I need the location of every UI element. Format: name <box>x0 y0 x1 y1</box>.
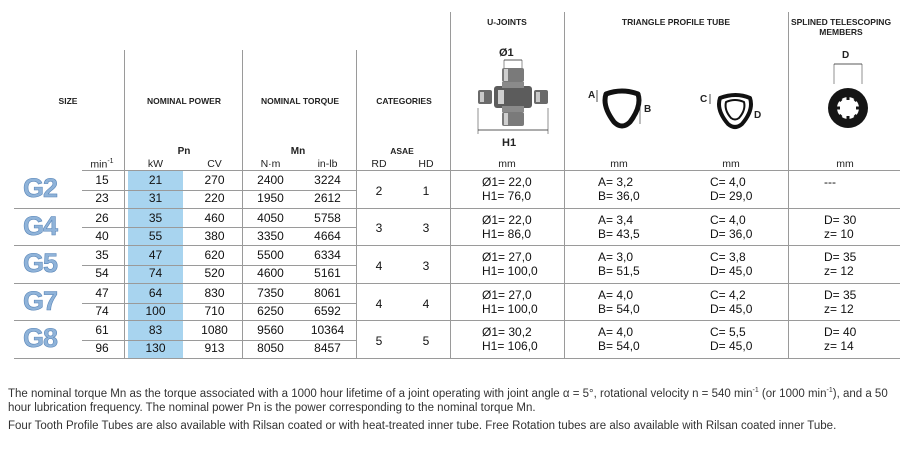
cell-rd: 3 <box>375 221 383 236</box>
unit-kw: kW <box>147 158 164 170</box>
cell-t2: B= 54,0 <box>598 339 640 354</box>
cell-kw: 74 <box>148 266 163 281</box>
cell-s1: D= 30 <box>824 212 857 227</box>
cell-t2: B= 54,0 <box>598 301 640 316</box>
ujoints-header: U-JOINTS <box>487 17 527 27</box>
cell-inlb: 5758 <box>314 210 341 225</box>
cell-cv: 520 <box>204 266 225 281</box>
divider-torque <box>356 50 357 358</box>
cell-rd: 4 <box>375 296 383 311</box>
cell-cv: 460 <box>204 210 225 225</box>
triangle-header: TRIANGLE PROFILE TUBE <box>621 17 731 27</box>
cell-t2: B= 51,5 <box>598 264 640 279</box>
unit-mm-triangle-a: mm <box>610 158 628 170</box>
unit-nm: N·m <box>260 158 281 170</box>
cell-t2: B= 43,5 <box>598 226 640 241</box>
cell-cv: 710 <box>204 303 225 318</box>
cell-min: 40 <box>95 228 109 243</box>
cell-uj1: Ø1= 30,2 <box>482 325 532 340</box>
cell-t3: C= 4,0 <box>710 212 746 227</box>
cell-nm: 4050 <box>257 210 284 225</box>
cell-uj1: Ø1= 22,0 <box>482 175 532 189</box>
d2-label: D <box>842 50 850 61</box>
size-label: G7 <box>22 285 58 316</box>
cell-t4: D= 36,0 <box>710 226 753 241</box>
triangle-profile-c-diagram <box>698 88 774 136</box>
cell-t4: D= 29,0 <box>710 189 753 203</box>
cell-t2: B= 36,0 <box>598 189 640 203</box>
cell-min: 15 <box>95 173 109 187</box>
cell-uj2: H1= 100,0 <box>482 301 538 316</box>
cell-kw: 130 <box>145 341 166 356</box>
cell-kw: 47 <box>148 248 163 263</box>
cell-cv: 913 <box>204 341 225 356</box>
size-label: G5 <box>22 248 58 279</box>
ujoint-diagram <box>472 42 552 150</box>
cell-t3: C= 4,2 <box>710 287 746 302</box>
cell-nm: 6250 <box>257 303 284 318</box>
note-torque-c: ), and a 50 hour lubrication frequency. The nominal power Pn is the power corresponding to the nominal torque Mn. <box>8 387 888 414</box>
divider-categories <box>450 12 451 358</box>
cell-inlb: 8457 <box>314 341 341 356</box>
h1-label: H1 <box>502 137 517 149</box>
cell-nm: 3350 <box>257 228 284 243</box>
divider-ujoints <box>564 12 565 358</box>
note-tubes: Four Tooth Profile Tubes are also available with Rilsan coated or with heat-treated inner tube. Free Rotation tubes are also available with Rilsan coated inner Tube. <box>8 420 837 432</box>
cell-s2: z= 14 <box>824 339 854 354</box>
cell-min: 54 <box>95 266 109 281</box>
unit-mm-splined: mm <box>836 158 854 170</box>
cell-t3: C= 4,0 <box>710 175 746 189</box>
note-torque-b: (or 1000 min <box>758 387 827 400</box>
note-torque-sup1: -1 <box>752 387 759 394</box>
note-torque <box>8 384 913 415</box>
cell-hd: 3 <box>422 221 430 236</box>
size-label: G2 <box>22 173 58 203</box>
nominal-torque-header: NOMINAL TORQUE <box>260 96 340 106</box>
cell-uj2: H1= 76,0 <box>482 189 532 203</box>
cell-uj1: Ø1= 27,0 <box>482 287 532 302</box>
cell-min: 96 <box>95 341 109 356</box>
cell-cv: 220 <box>204 191 225 205</box>
divider-size <box>124 50 125 358</box>
c-label: C <box>700 94 708 105</box>
note-torque-sup2: -1 <box>826 387 833 394</box>
cell-rd: 5 <box>375 334 383 349</box>
unit-rd: RD <box>371 158 387 170</box>
cell-min: 26 <box>95 210 109 225</box>
cell-min: 47 <box>95 285 109 300</box>
cell-nm: 1950 <box>257 191 284 205</box>
cell-inlb: 3224 <box>314 173 341 187</box>
cell-inlb: 2612 <box>314 191 341 205</box>
a-label: A <box>588 90 596 101</box>
cell-inlb: 4664 <box>314 228 341 243</box>
cell-s1: --- <box>824 175 836 189</box>
nominal-power-header: NOMINAL POWER <box>147 96 221 106</box>
cell-t4: D= 45,0 <box>710 339 753 354</box>
cell-uj2: H1= 106,0 <box>482 339 538 354</box>
cell-s2: z= 10 <box>824 226 854 241</box>
cell-rd: 4 <box>375 259 383 273</box>
unit-min <box>82 158 122 171</box>
divider-triangle <box>788 12 789 358</box>
cell-cv: 270 <box>204 173 225 187</box>
cell-s2: z= 12 <box>824 301 854 316</box>
b-label: B <box>644 104 652 115</box>
cell-t4: D= 45,0 <box>710 301 753 316</box>
cell-nm: 4600 <box>257 266 284 281</box>
group-divider <box>14 358 900 359</box>
size-label: G4 <box>22 210 58 241</box>
cell-nm: 2400 <box>257 173 284 187</box>
splined-header: SPLINED TELESCOPING MEMBERS <box>790 17 892 37</box>
cell-t1: A= 4,0 <box>598 287 634 302</box>
unit-hd: HD <box>418 158 434 170</box>
cell-t4: D= 45,0 <box>710 264 753 279</box>
cell-t1: A= 3,0 <box>598 250 634 265</box>
size-label: G8 <box>22 323 58 354</box>
cell-nm: 5500 <box>257 248 284 263</box>
splined-member-diagram <box>820 48 876 132</box>
pn-label: Pn <box>177 146 191 157</box>
header-bottom-rule <box>82 170 900 171</box>
divider-power <box>242 50 243 358</box>
cell-s1: D= 35 <box>824 250 857 265</box>
cell-kw: 21 <box>148 173 163 187</box>
cell-inlb: 6334 <box>314 248 341 263</box>
cell-kw: 55 <box>148 228 163 243</box>
asae-label: ASAE <box>390 146 414 156</box>
cell-cv: 830 <box>204 285 225 300</box>
unit-cv: CV <box>207 158 222 170</box>
cell-uj2: H1= 100,0 <box>482 264 538 279</box>
cell-min: 74 <box>95 303 109 318</box>
cell-nm: 7350 <box>257 285 284 300</box>
cell-t1: A= 3,4 <box>598 212 634 227</box>
cell-uj2: H1= 86,0 <box>482 226 532 241</box>
categories-header: CATEGORIES <box>376 96 432 106</box>
unit-min-text: min <box>90 158 108 171</box>
note-torque-a: The nominal torque Mn as the torque associated with a 1000 hour lifetime of a joint operating with joint angle α = 5°, rotational velocity n = 540 min <box>8 387 753 400</box>
size-header: SIZE <box>58 96 78 106</box>
cell-inlb: 8061 <box>314 285 341 300</box>
cell-cv: 1080 <box>201 323 228 338</box>
cell-s1: D= 35 <box>824 287 857 302</box>
unit-mm-triangle-c: mm <box>722 158 740 170</box>
cell-t3: C= 3,8 <box>710 250 746 265</box>
cell-rd: 2 <box>375 183 383 198</box>
cell-hd: 1 <box>422 183 430 198</box>
unit-inlb: in-lb <box>317 158 338 170</box>
cell-min: 35 <box>95 248 109 263</box>
cell-t3: C= 5,5 <box>710 325 746 340</box>
cell-s1: D= 40 <box>824 325 857 340</box>
d-label: D <box>754 110 762 121</box>
cell-kw: 83 <box>148 323 163 338</box>
cell-inlb: 6592 <box>314 303 341 318</box>
cell-cv: 380 <box>204 228 225 243</box>
unit-mm-ujoint: mm <box>498 158 516 170</box>
cell-hd: 4 <box>422 296 430 311</box>
unit-min-sup: -1 <box>107 158 114 165</box>
cell-s2: z= 12 <box>824 264 854 279</box>
cell-kw: 100 <box>145 303 166 318</box>
triangle-profile-a-diagram <box>584 82 664 134</box>
cell-nm: 9560 <box>257 323 284 338</box>
cell-cv: 620 <box>204 248 225 263</box>
cell-inlb: 10364 <box>310 323 345 338</box>
cell-uj1: Ø1= 22,0 <box>482 212 532 227</box>
o1-label: Ø1 <box>499 47 514 59</box>
cell-kw: 31 <box>148 191 163 205</box>
cell-uj1: Ø1= 27,0 <box>482 250 532 265</box>
cell-t1: A= 3,2 <box>598 175 634 189</box>
cell-hd: 3 <box>422 259 430 273</box>
cell-t1: A= 4,0 <box>598 325 634 340</box>
cell-min: 61 <box>95 323 109 338</box>
cell-inlb: 5161 <box>314 266 341 281</box>
cell-nm: 8050 <box>257 341 284 356</box>
mn-label: Mn <box>290 146 306 157</box>
cell-hd: 5 <box>422 334 430 349</box>
cell-kw: 64 <box>148 285 163 300</box>
cell-kw: 35 <box>148 210 163 225</box>
cell-min: 23 <box>95 191 109 205</box>
